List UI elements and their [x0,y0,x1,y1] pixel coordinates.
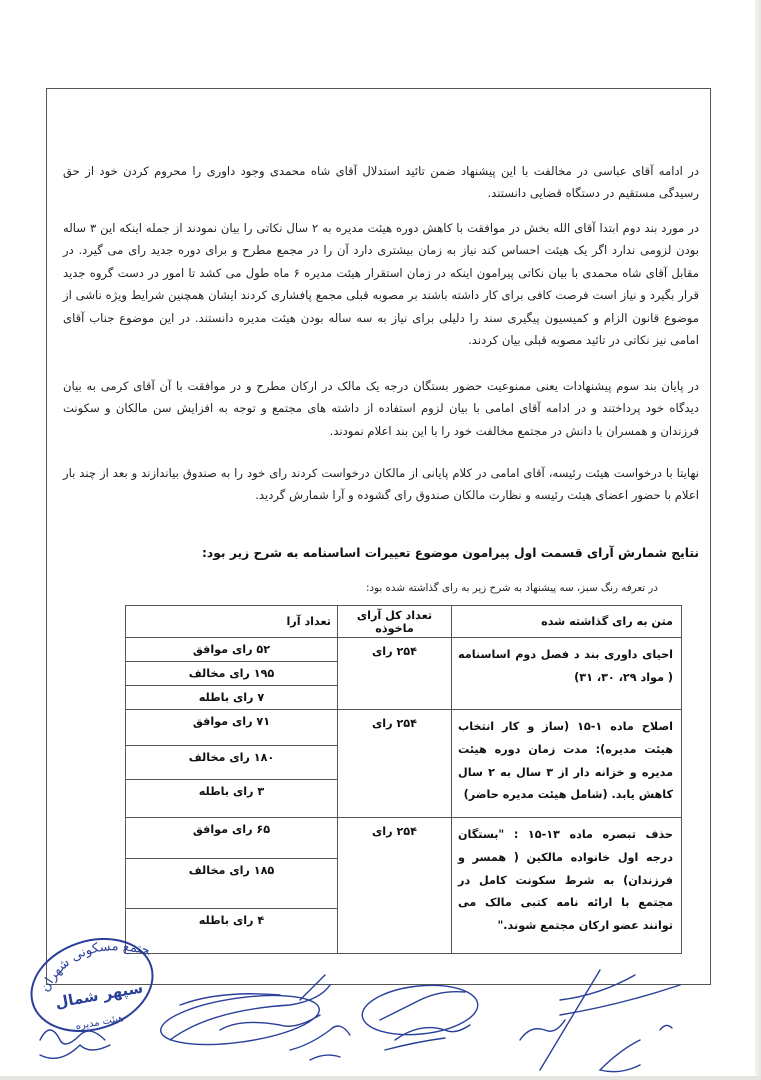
votes-against: ۱۸۵ رای مخالف [126,859,337,909]
vote-breakdown [126,710,338,818]
vote-breakdown [126,638,338,710]
total-votes: ۲۵۴ رای [338,818,452,954]
votes-in-favor: ۶۵ رای موافق [126,818,337,859]
table-intro: در تعرفه رنگ سبز، سه پیشنهاد به شرح زیر به رای گذاشته شده بود: [366,582,658,594]
signature [158,985,330,1053]
signature [40,1030,110,1058]
scan-edge [755,0,761,1080]
proposal-text: اصلاح ماده ۱-۱۵ (ساز و کار انتخاب هیئت مدیره): مدت زمان دوره هیئت مدیره و خزانه دار از ۳ سال به ۲ سال کاهش یابد. (شامل هیئت مدیره حاضر) [452,710,682,818]
total-votes: ۲۵۴ رای [338,638,452,710]
proposal-text: حذف تبصره ماده ۱۳-۱۵ : "بستگان درجه اول خانواده مالکین ( همسر و فرزندان) به شرط سکونت کامل در مجتمع با ارائه نامه کتبی مالک می توانند عضو ارکان مجتمع شوند." [452,818,682,954]
votes-invalid: ۳ رای باطله [198,785,265,798]
signature [520,970,680,1072]
votes-invalid: ۷ رای باطله [198,691,265,704]
stamp-text-center: سپهر شمال [53,978,145,1012]
paragraph: در مورد بند دوم ابتدا آقای الله بخش در موافقت با کاهش دوره هیئت مدیره به ۲ سال نکاتی را بیان نمودند از جمله اینکه این ۳ ساله بودن لزومی ندارد اگر یک هیئت احساس کند نیاز به زمان بیشتری دارد آن را در مجمع مطرح و برای دوره جدید رای می گیرد. در مقابل آقای شاه محمدی با بیان نکاتی پیرامون اینکه در زمان استقرار هیئت مدیره ۶ ماه طول می کشد تا امور در دست گروه جدید قرار بگیرد و نیاز است فرصت کافی برای کار داشته باشند بر مصوبه قبلی مجمع پافشاری کردند ایشان همچنین شرایط ویژه ناشی از موضوع قانون الزام و کمیسیون پیگیری سند را دلیلی برای نیاز به سه ساله بودن هیئت مدیره دانستند. در این موضوع جناب آقای امامی نیز نکاتی در تائید مصوبه قبلی بیان کردند. [63,220,699,348]
vote-breakdown [126,818,338,954]
header-votes: تعداد آرا [126,606,338,638]
total-votes: ۲۵۴ رای [338,710,452,818]
table-row [126,818,682,954]
votes-against: ۱۹۵ رای مخالف [126,662,337,686]
vote-results-table [125,605,682,954]
table-header-row [126,606,682,638]
stamp-text-bottom: هیئت مدیره [74,1012,125,1033]
header-total: تعداد کل آرای ماخوذه [338,606,452,638]
table-row [126,638,682,710]
table-row [126,710,682,818]
proposal-text: احیای داوری بند د فصل دوم اساسنامه ( مواد ۲۹، ۳۰، ۳۱) [452,638,682,710]
paragraph: در پایان بند سوم پیشنهادات یعنی ممنوعیت حضور بستگان درجه یک مالک در ارکان مطرح و در موافقت با آن آقای کرمی به بیان دیدگاه خود پرداختند و در ادامه آقای امامی با بیان لزوم استفاده از داشته های مجتمع و توجه به افزایش سن مالکان و سکونت فرزندان و همسران با دانش در مجتمع مخالفت خود را با این بند اعلام نمودند. [63,378,699,438]
scan-edge [0,1076,761,1080]
signature [360,980,480,1050]
results-heading: نتایج شمارش آرای قسمت اول پیرامون موضوع تعییرات اساسنامه به شرح زیر بود: [201,546,699,560]
votes-in-favor: ۷۱ رای موافق [126,710,337,746]
paragraph: در ادامه آقای عباسی در مخالفت با این پیشنهاد ضمن تائید استدلال آقای شاه محمدی وجود داوری را محروم کردن خود از حق رسیدگی مستقیم در دستگاه قضایی دانستند. [63,163,699,201]
stamp-text-top: جتمع مسکونی شهران [37,939,152,995]
votes-against: ۱۸۰ رای مخالف [126,746,337,780]
votes-in-favor: ۵۲ رای موافق [126,638,337,662]
header-text: متن به رای گذاشته شده [452,606,682,638]
signature [290,975,350,1060]
votes-invalid: ۴ رای باطله [198,914,265,927]
paragraph: نهایتا با درخواست هیئت رئیسه، آقای امامی در کلام پایانی از مالکان درخواست کردند رای خود را به صندوق بیاندازند و بعد از چند بار اعلام با حضور اعضای هیئت رئیسه و نظارت مالکان صندوق رای گشوده و آرا شمارش گردید. [63,465,699,503]
